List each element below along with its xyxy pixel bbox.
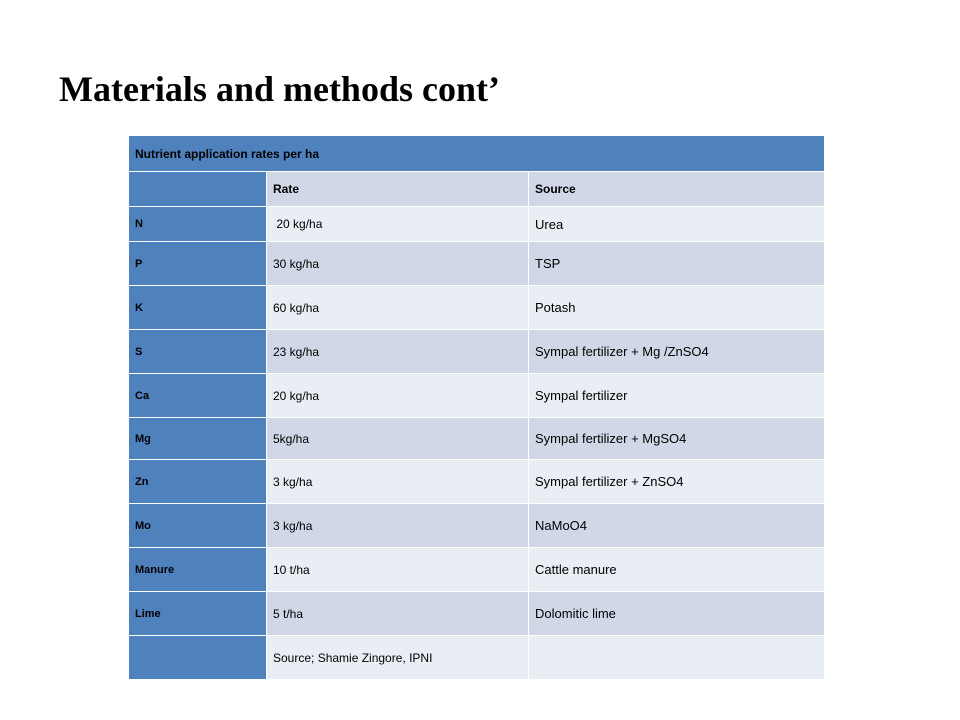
header-source: Source — [529, 172, 825, 207]
nutrient-cell: P — [129, 242, 267, 286]
table-row — [129, 242, 825, 286]
source-cell: Sympal fertilizer + Mg /ZnSO4 — [529, 330, 825, 374]
table-row — [129, 460, 825, 504]
nutrient-cell: Mg — [129, 418, 267, 460]
source-cell: Sympal fertilizer — [529, 374, 825, 418]
nutrient-cell: Ca — [129, 374, 267, 418]
table-caption-row — [129, 136, 825, 172]
rate-cell: 5kg/ha — [267, 418, 529, 460]
footer-empty-cell — [129, 636, 267, 680]
slide-title: Materials and methods cont’ — [59, 69, 500, 109]
source-note: Source; Shamie Zingore, IPNI — [267, 636, 529, 680]
nutrient-cell: Manure — [129, 548, 267, 592]
table-row — [129, 418, 825, 460]
rate-cell: 20 kg/ha — [267, 207, 529, 242]
source-cell: Cattle manure — [529, 548, 825, 592]
table-row — [129, 504, 825, 548]
nutrient-cell: S — [129, 330, 267, 374]
source-cell: TSP — [529, 242, 825, 286]
source-cell: Sympal fertilizer + MgSO4 — [529, 418, 825, 460]
rate-cell: 30 kg/ha — [267, 242, 529, 286]
rate-cell: 3 kg/ha — [267, 460, 529, 504]
source-cell: Urea — [529, 207, 825, 242]
rate-cell: 5 t/ha — [267, 592, 529, 636]
table-row — [129, 374, 825, 418]
table-row — [129, 592, 825, 636]
header-empty-cell — [129, 172, 267, 207]
rate-cell: 23 kg/ha — [267, 330, 529, 374]
table-footer-row — [129, 636, 825, 680]
rate-cell: 10 t/ha — [267, 548, 529, 592]
source-cell: Potash — [529, 286, 825, 330]
nutrient-cell: Mo — [129, 504, 267, 548]
rate-cell: 60 kg/ha — [267, 286, 529, 330]
table-row — [129, 548, 825, 592]
rate-cell: 20 kg/ha — [267, 374, 529, 418]
column-header-row — [129, 172, 825, 207]
nutrient-rates-table — [128, 135, 825, 680]
table-caption: Nutrient application rates per ha — [129, 136, 825, 172]
header-rate: Rate — [267, 172, 529, 207]
nutrient-cell: Lime — [129, 592, 267, 636]
source-cell: Dolomitic lime — [529, 592, 825, 636]
footer-blank-cell — [529, 636, 825, 680]
table-row — [129, 330, 825, 374]
source-cell: Sympal fertilizer + ZnSO4 — [529, 460, 825, 504]
table-row — [129, 286, 825, 330]
source-cell: NaMoO4 — [529, 504, 825, 548]
table-row — [129, 207, 825, 242]
rate-cell: 3 kg/ha — [267, 504, 529, 548]
nutrient-cell: K — [129, 286, 267, 330]
nutrient-cell: Zn — [129, 460, 267, 504]
nutrient-cell: N — [129, 207, 267, 242]
